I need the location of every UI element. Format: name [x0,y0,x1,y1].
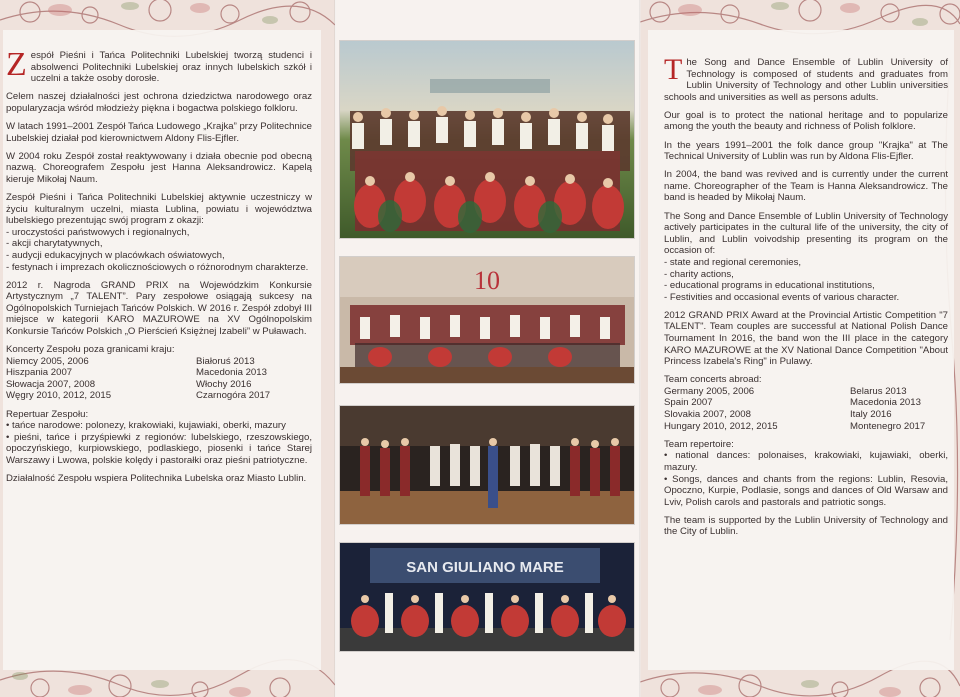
list-item: • Songs, dances and chants from the regions: Lublin, Resovia, Opoczno, Kurpie, Podlasie, songs and dances of Old Warsaw and Lviv, Polish carols and pastorals and patriotic songs. [664,473,948,508]
intro-paragraph: Zespół Pieśni i Tańca Politechniki Lubelskiej tworzą studenci i absolwenci Politechniki Lubelskiej oraz innych lubelskich szkół i uczelni a także osoby dorosłe. [6,46,312,85]
list-item: - audycji edukacyjnych w placówkach oświatowych, [6,249,225,261]
fold-line [334,0,336,697]
list-item: Macedonia 2013 [196,367,267,379]
concerts-list [6,356,312,402]
list-item: - akcji charytatywnych, [6,238,103,250]
list-item: Hungary 2010, 2012, 2015 [664,420,778,432]
photo-group-outdoor [340,41,634,238]
list-item: Slovakia 2007, 2008 [664,409,751,421]
history-paragraph: In the years 1991–2001 the folk dance group "Krajka" at The Technical University of Lublin was run by Aldona Flis-Ejfler. [664,139,948,163]
photo-group-stage [340,257,634,383]
list-item: - festynach i imprezach okolicznościowych o różnorodnym charakterze. [6,261,309,273]
fold-line [639,0,641,697]
list-item: - Festivities and occasional events of various character. [664,291,900,303]
list-item: Italy 2016 [850,409,892,421]
list-item: Hiszpania 2007 [6,367,73,379]
list-item: - uroczystości państwowych i regionalnych, [6,226,190,238]
history-paragraph: W latach 1991–2001 Zespół Tańca Ludowego „Krajka” przy Politechnice Lubelskiej działał pod kierownictwem Aldony Flis-Ejfler. [6,120,312,144]
list-item: - educational programs in educational institutions, [664,280,875,292]
support-paragraph: Działalność Zespołu wspiera Politechnika Lubelska oraz Miasto Lublin. [6,473,307,484]
repertoire-title: Team repertoire: [664,438,734,450]
awards-paragraph: 2012 GRAND PRIX Award at the Provincial Artistic Competition "7 TALENT". Team couples are successful at National Polish Dance Tournament In 2016, the band won the III place in the category KARO MAZUROWE at the XV National Dance Competition "About Princess Izabela's Ring" in Pulawy. [664,309,948,368]
intro-paragraph: The Song and Dance Ensemble of Lublin University of Technology is composed of students and graduates from Lublin University of Technology and other Lublin universities schools and universities as well as persons adults. [664,53,948,103]
drop-cap: Z [6,46,27,83]
participation-block: The Song and Dance Ensemble of Lublin University of Technology actively participates in the cultural life of the university, the city of Lublin, and Lublin voivodship presenting its program on the occasion of: - state and regional ceremonies, - charity actions, - educational programs in educational institutions, - Festivities and occasional events of various character. [664,210,948,303]
participation-block: Zespół Pieśni i Tańca Politechniki Lubelskiej aktywnie uczestniczy w życiu kulturalnym uczelni, miasta Lublina, powiatu i województwa lubelskiego prezentując swój program z okazji: - uroczystości państwowych i regionalnych, - akcji charytatywnych, - audycji edukacyjnych w placówkach oświatowych, - festynach i imprezach okolicznościowych o różnorodnym charakterze. [6,191,312,273]
repertoire-title: Repertuar Zespołu: [6,408,89,420]
list-item: Macedonia 2013 [850,397,921,409]
concerts-title: Koncerty Zespołu poza granicami kraju: [6,344,175,356]
list-item: Słowacja 2007, 2008 [6,378,96,390]
list-item: - state and regional ceremonies, [664,256,802,268]
list-item: Niemcy 2005, 2006 [6,355,89,367]
repertoire-block [6,409,312,467]
revival-paragraph: W 2004 roku Zespół został reaktywowany i działa obecnie pod obecną nazwą. Choreografem Zespołu jest Hanna Aleksandrowicz. Kapelą kieruje Mikołaj Naum. [6,150,312,185]
revival-paragraph: In 2004, the band was revived and is currently under the current name. Choreographer of the Team is Hanna Aleksandrowicz. The band is headed by Mikołaj Naum. [664,169,948,204]
list-item: Czarnogóra 2017 [196,390,271,402]
list-item: • tańce narodowe: polonezy, krakowiaki, kujawiaki, oberki, mazury [6,420,286,432]
list-item: Spain 2007 [664,397,713,409]
support-paragraph: The team is supported by the Lublin University of Technology and the City of Lublin. [664,514,948,538]
list-item: Białoruś 2013 [196,355,255,367]
list-item: Włochy 2016 [196,378,252,390]
list-item: Belarus 2013 [850,385,907,397]
goal-paragraph: Celem naszej działalności jest ochrona dziedzictwa narodowego oraz popularyzacja wśród młodzieży piękna i bogactwa polskiego folkloru. [6,91,312,114]
festival-banner: SAN GIULIANO MARE [406,559,564,576]
list-item: - charity actions, [664,268,734,280]
anniversary-number: 10 [474,266,500,295]
photo-festival-italy [340,543,634,651]
drop-cap: T [664,53,683,86]
awards-paragraph: 2012 r. Nagroda GRAND PRIX na Wojewódzkim Konkursie Artystycznym „7 TALENT”. Pary zespołowe osiągają sukcesy na Ogólnopolskich Turniejach Tańców Polskich. W 2016 r. Zespół zdobył III miejsce w kategorii KARO MAZUROWE na XV Ogólnopolskim Konkursie Tańców Polskich „O Pierścień Księżnej Izabeli” w Puławach. [6,279,312,337]
english-text-column [664,53,948,544]
list-item: • national dances: polonaises, krakowiaki, kujawiaki, oberki, mazury. [664,450,948,473]
list-item: Węgry 2010, 2012, 2015 [6,390,112,402]
repertoire-block [664,439,948,509]
photo-stage-performance [340,406,634,524]
concerts-list [664,386,948,432]
goal-paragraph: Our goal is to protect the national heritage and to popularize among the youth the beauty and richness of Polish folklore. [664,109,948,133]
concerts-title: Team concerts abroad: [664,374,762,386]
polish-text-column [6,46,312,491]
list-item: • pieśni, tańce i przyśpiewki z regionów: lubelskiego, rzeszowskiego, opoczyńskiego, kurpiowskiego, podlaskiego, piosenki i tańce Starej Warszawy i Lwowa, polskie kolędy i pastorałki oraz pieśni patriotyczne. [6,431,312,466]
list-item: Germany 2005, 2006 [664,385,755,397]
list-item: Montenegro 2017 [850,420,926,432]
